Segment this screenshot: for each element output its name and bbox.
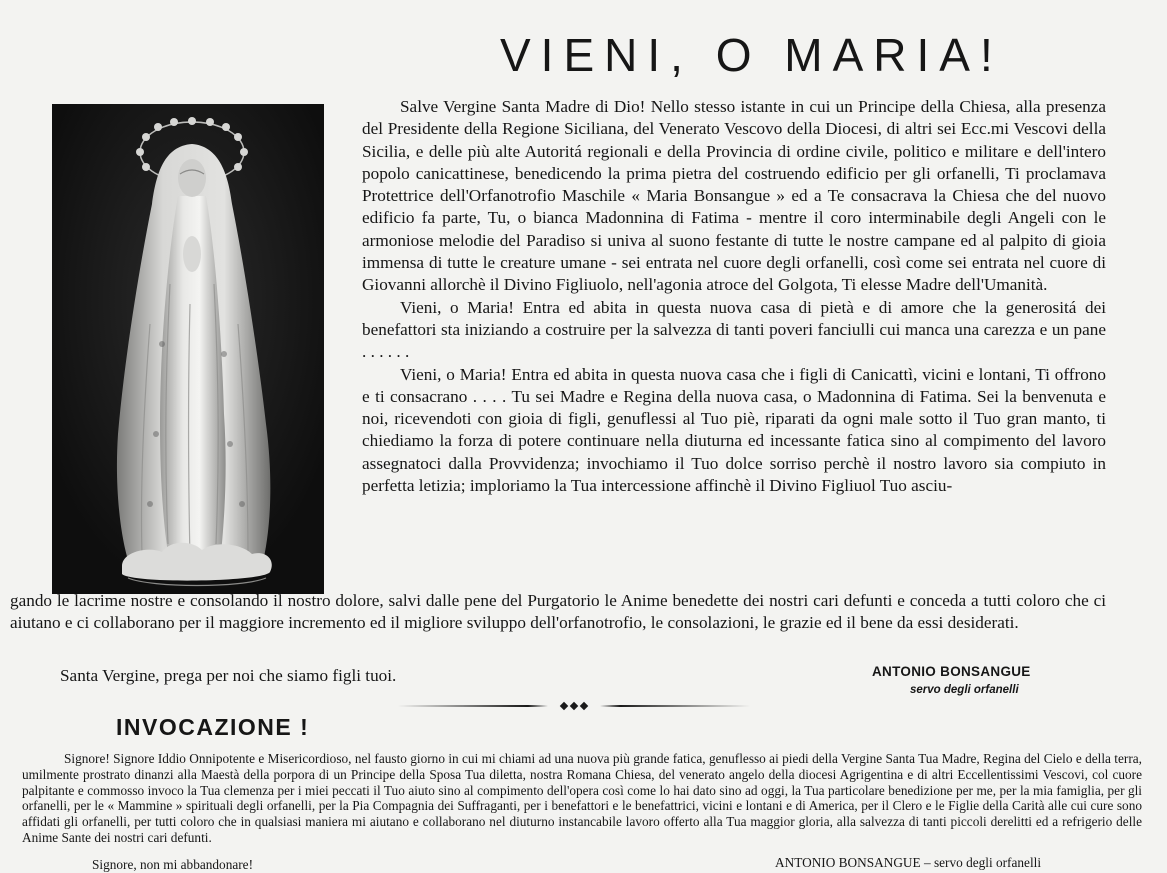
closing-prayer: Santa Vergine, prega per noi che siamo figli tuoi. <box>60 666 397 685</box>
article-body <box>362 96 1106 497</box>
signature-name: ANTONIO BONSANGUE <box>872 664 1031 679</box>
article-paragraph: Vieni, o Maria! Entra ed abita in questa nuova casa di pietà e di amore che la generositá dei benefattori sta iniziando a costruire per la salvezza di tanti poveri fanciulli cui manca una carezza e un pane . . . . . . <box>362 297 1106 362</box>
invocation-closing: Signore, non mi abbandonare! <box>92 857 253 872</box>
article-paragraph: Salve Vergine Santa Madre di Dio! Nello stesso istante in cui un Principe della Chiesa, alla presenza del Presidente della Regione Siciliana, del Venerato Vescovo della Diocesi, di altri sei Ecc.mi Vescovi della Sicilia, e delle più alte Autoritá regionali e della Provincia di ordine civile, politico e militare e dell'intero popolo canicattinese, benedicendo la prima pietra del costruendo edificio per gli orfanelli, Ti proclamava Protettrice dell'Orfanotrofio Maschile « Maria Bonsangue » ed a Te consacrava la Chiesa che del nuovo edificio fa parte, Tu, o bianca Madonnina di Fatima - mentre il coro interminabile degli Angeli con le armoniose melodie del Paradiso si univa al suono festante di tutte le nostre campane ed al palpito di gioia immensa di tutte le creature umane - sei entrata nel cuore degli orfanelli, così come sei entrata nel cuore di Giovanni allorchè il Divino Figliuolo, nell'agonia atroce del Golgota, Ti elesse Madre dell'Umanità. <box>362 97 1106 295</box>
article-continuation: gando le lacrime nostre e consolando il nostro dolore, salvi dalle pene del Purgatorio le Anime benedette dei nostri cari defunti e conceda a tutti coloro che ci aiutano e ci collaborano per il maggiore incremento ed il migliore sviluppo dell'orfanotrofio, le consolazioni, le grazie ed il bene da essi desiderati. <box>10 591 1106 633</box>
invocation-title: INVOCAZIONE ! <box>116 714 310 740</box>
article-paragraph: Vieni, o Maria! Entra ed abita in questa nuova casa che i figli di Canicattì, vicini e lontani, Ti offrono e ti consacrano . . . . Tu sei Madre e Regina della nuova casa, o Madonnina di Fatima. Sei la benvenuta e noi, ricevendoti con gioia di figli, genuflessi al Tuo piè, riparati da ogni male sotto il Tuo gran manto, ti chiediamo la forza di potere continuare nella diuturna ed incessante fatica sino al compimento del lavoro assegnatoci dalla Provvidenza; invochiamo il Tuo dolce sorriso perchè il nostro lavoro sia compiuto in perfetta letizia; imploriamo la Tua intercessione affinchè il Divino Figliuol Tuo asciu- <box>362 364 1106 496</box>
ornament-divider <box>398 700 750 712</box>
invocation-paragraph: Signore! Signore Iddio Onnipotente e Misericordioso, nel fausto giorno in cui mi chiami ad una nuova più grande fatica, genuflesso ai piedi della Vergine Santa Tua Madre, Regina del Cielo e della terra, umilmente prostrato dinanzi alla Maestà della porpora di un Principe della Sposa Tua diletta, nostra Romana Chiesa, del venerato angelo della diocesi Agrigentina e di altri Eccellentissimi Vescovi, col cuore palpitante e commosso invoco la Tua clemenza per i miei peccati il Tuo aiuto sino al compimento dell'opera così come lo hai dato sino ad oggi, la Tua particolare benedizione per me, per la mia famiglia, per gli orfanelli, per le « Mammine » spirituali degli orfanelli, per la Pia Compagnia dei Suffraganti, per i benefattori e le benefattrici, vicini e lontani e di America, per il Clero e le Figlie della Carità alle cui cure sono affidati gli orfanelli, per tutti coloro che in qualsiasi maniera mi aiutano e collaborano nel diuturno instancabile lavoro offerto alla Tua maggior gloria, alla salvezza di tanti piccoli derelitti ed a refrigerio delle Anime Sante dei nostri cari defunti. <box>22 751 1142 845</box>
signature-role: servo degli orfanelli <box>910 684 1019 696</box>
invocation-signature: ANTONIO BONSANGUE – servo degli orfanelli <box>775 855 1042 870</box>
madonna-statue-image <box>52 104 324 594</box>
invocation-body <box>22 751 1142 846</box>
page-title: VIENI, O MARIA! <box>500 29 1003 81</box>
madonna-photo <box>52 104 324 594</box>
